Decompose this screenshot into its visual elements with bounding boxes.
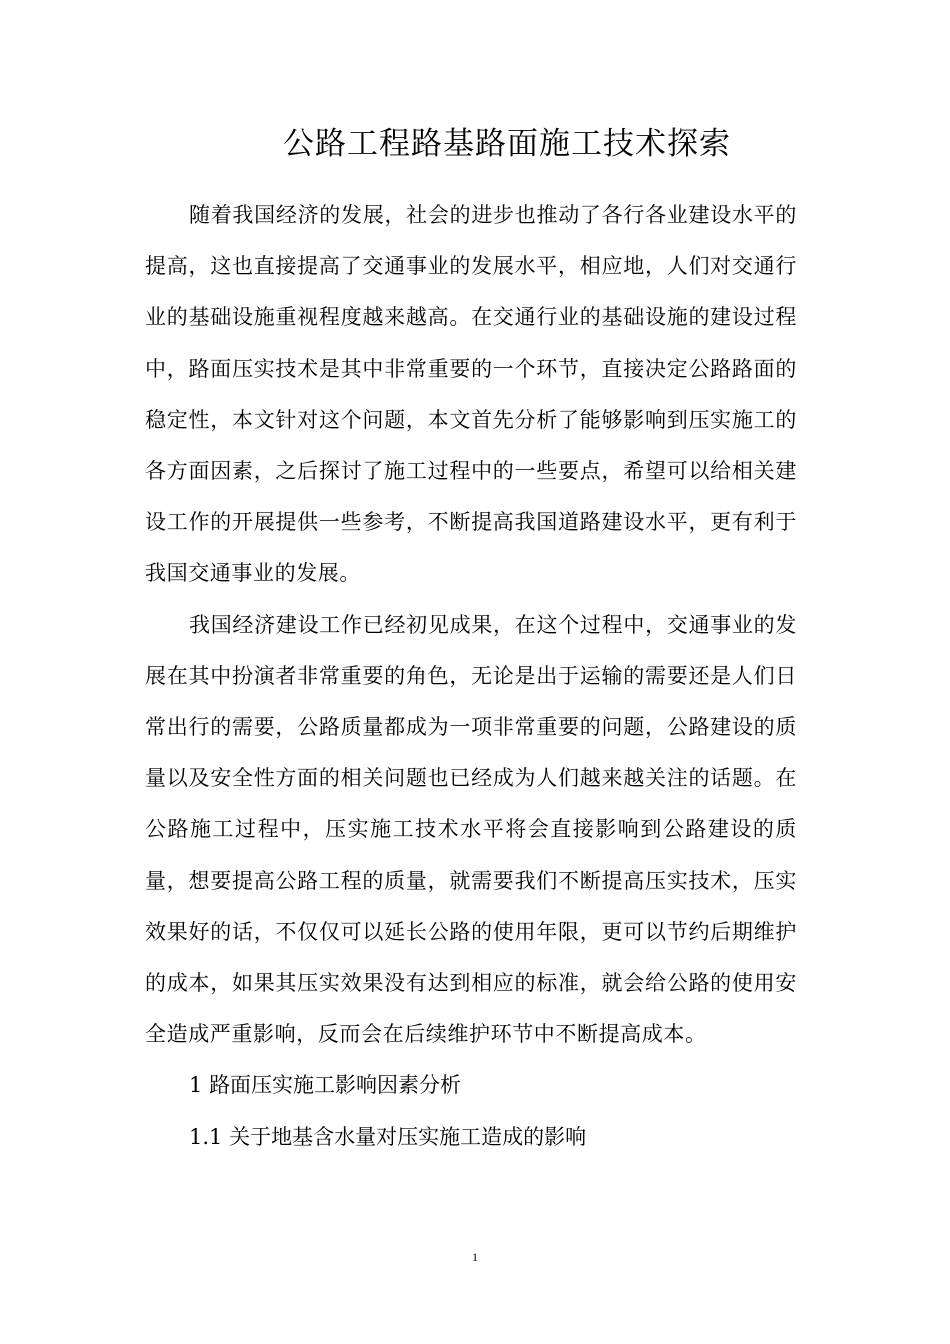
section-number-1-1: 1.1 bbox=[189, 1124, 223, 1149]
section-heading-1 bbox=[145, 1060, 797, 1111]
document-body bbox=[145, 190, 797, 1163]
paragraph-intro: 随着我国经济的发展，社会的进步也推动了各行各业建设水平的提高，这也直接提高了交通事业的发展水平，相应地，人们对交通行业的基础设施重视程度越来越高。在交通行业的基础设施的建设过程中，路面压实技术是其中非常重要的一个环节，直接决定公路路面的稳定性，本文针对这个问题，本文首先分析了能够影响到压实施工的各方面因素，之后探讨了施工过程中的一些要点，希望可以给相关建设工作的开展提供一些参考，不断提高我国道路建设水平，更有利于我国交通事业的发展。 bbox=[145, 203, 797, 586]
section-title-1: 路面压实施工影响因素分析 bbox=[209, 1073, 462, 1098]
section-title-1-1: 关于地基含水量对压实施工造成的影响 bbox=[229, 1124, 587, 1149]
section-heading-1-1 bbox=[145, 1112, 797, 1163]
page-number: 1 bbox=[472, 1250, 478, 1264]
paragraph-background: 我国经济建设工作已经初见成果，在这个过程中，交通事业的发展在其中扮演者非常重要的角色，无论是出于运输的需要还是人们日常出行的需要，公路质量都成为一项非常重要的问题，公路建设的质量以及安全性方面的相关问题也已经成为人们越来越关注的话题。在公路施工过程中，压实施工技术水平将会直接影响到公路建设的质量，想要提高公路工程的质量，就需要我们不断提高压实技术，压实效果好的话，不仅仅可以延长公路的使用年限，更可以节约后期维护的成本，如果其压实效果没有达到相应的标准，就会给公路的使用安全造成严重影响，反而会在后续维护环节中不断提高成本。 bbox=[145, 612, 797, 1047]
section-number-1: 1 bbox=[189, 1073, 203, 1098]
document-title: 公路工程路基路面施工技术探索 bbox=[283, 126, 731, 162]
